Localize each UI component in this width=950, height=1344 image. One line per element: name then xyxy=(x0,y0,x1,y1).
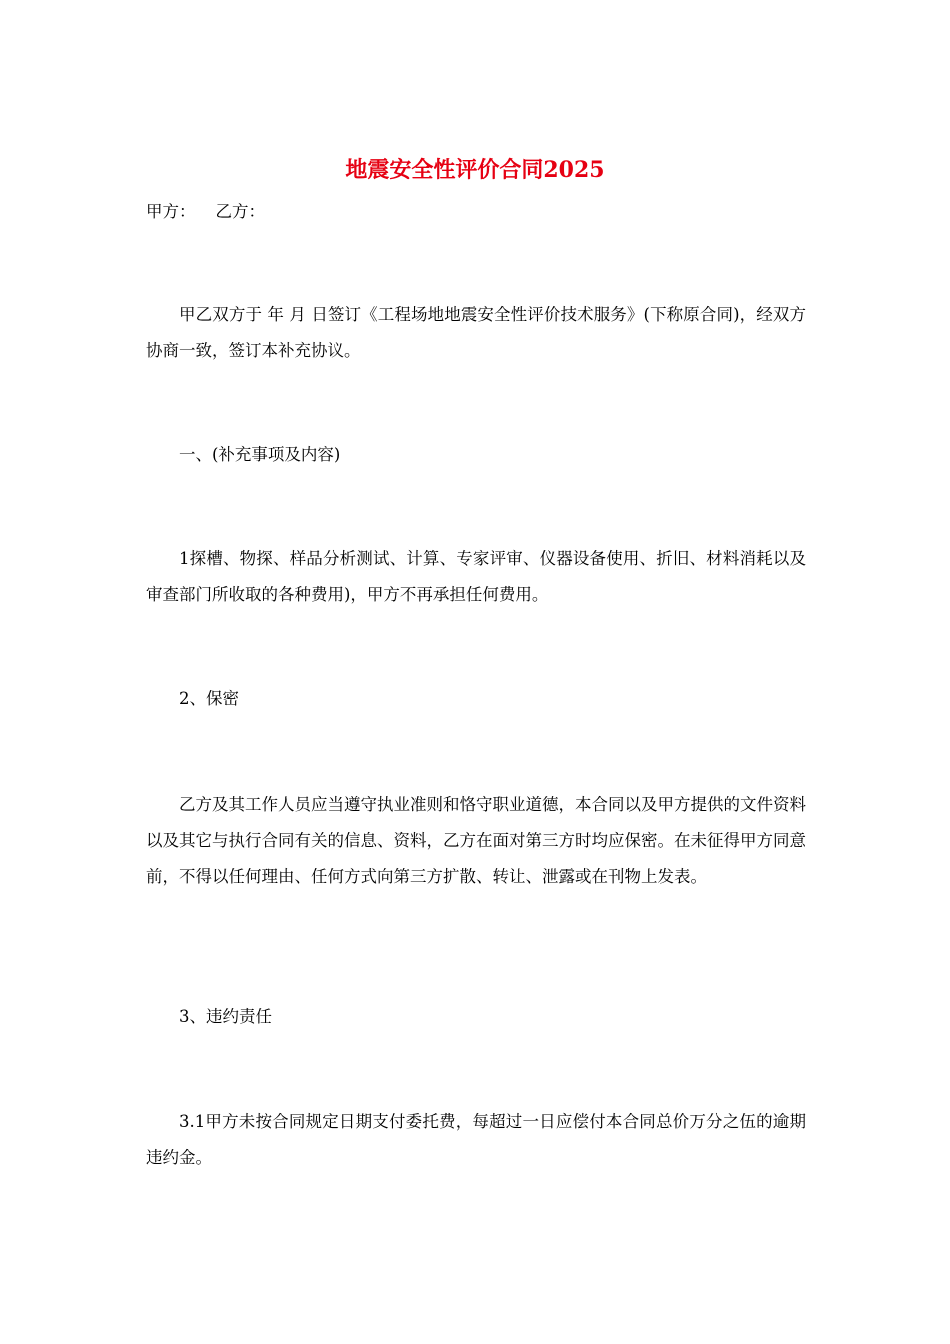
fees-paragraph: 1探槽、物探、样品分析测试、计算、专家评审、仪器设备使用、折旧、材料消耗以及审查部门所收取的各种费用)，甲方不再承担任何费用。 xyxy=(146,549,806,604)
document-title: 地震安全性评价合同2025 xyxy=(345,157,605,183)
party-a-label: 甲方： xyxy=(146,202,196,221)
late-payment-paragraph: 3.1甲方未按合同规定日期支付委托费，每超过一日应偿付本合同总价万分之伍的逾期违约金。 xyxy=(146,1112,806,1167)
section-heading-breach: 3、违约责任 xyxy=(179,1007,272,1026)
party-b-label: 乙方： xyxy=(215,202,265,221)
intro-paragraph: 甲乙双方于 年 月 日签订《工程场地地震安全性评价技术服务》(下称原合同)，经双方协商一致，签订本补充协议。 xyxy=(146,305,806,360)
confidentiality-paragraph: 乙方及其工作人员应当遵守执业准则和恪守职业道德，本合同以及甲方提供的文件资料以及其它与执行合同有关的信息、资料，乙方在面对第三方时均应保密。在未征得甲方同意前，不得以任何理由、任何方式向第三方扩散、转让、泄露或在刊物上发表。 xyxy=(146,795,806,886)
section-heading-supplement: 一、(补充事项及内容) xyxy=(179,445,341,464)
parties-line xyxy=(146,200,265,224)
section-heading-confidentiality: 2、保密 xyxy=(179,689,239,708)
